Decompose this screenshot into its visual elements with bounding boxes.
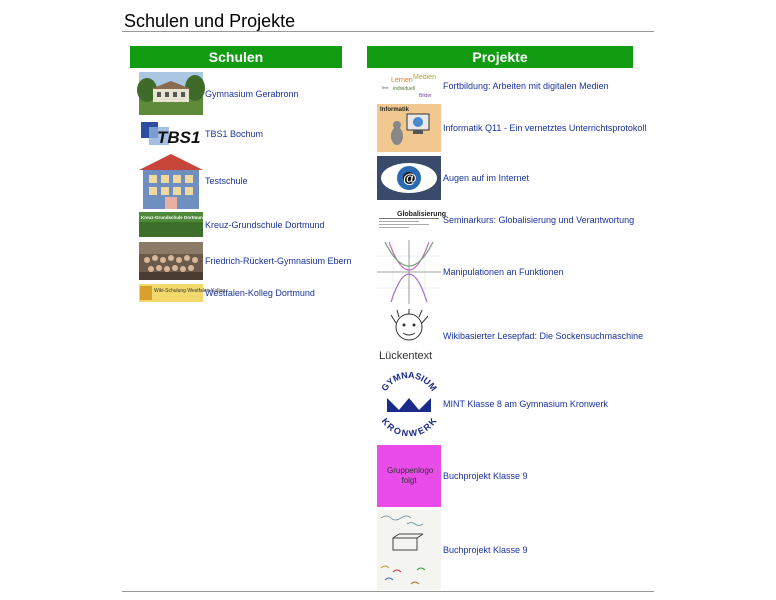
school-link[interactable]: Testschule xyxy=(205,176,248,186)
svg-text:@: @ xyxy=(403,170,417,186)
lueckentext-thumbnail xyxy=(377,309,441,363)
school-group-photo xyxy=(139,242,203,280)
list-item-project[interactable] xyxy=(377,156,529,200)
project-link[interactable]: Buchprojekt Klasse 9 xyxy=(443,545,528,555)
function-graph-icon xyxy=(377,240,441,304)
word-cloud-thumbnail xyxy=(377,72,441,100)
list-item-school[interactable] xyxy=(139,72,299,115)
informatik-thumbnail xyxy=(377,104,441,152)
informatik-thumb-text: Informatik xyxy=(380,107,410,113)
globalisierung-thumb-text: Globalisierung xyxy=(397,211,447,218)
list-item-school[interactable] xyxy=(139,121,263,147)
list-item-project[interactable] xyxy=(377,72,609,100)
kronwerk-logo-top-text: GYMNASIUM xyxy=(379,372,439,393)
word-cloud-word: Bilder xyxy=(419,93,432,99)
school-link[interactable]: TBS1 Bochum xyxy=(205,129,264,139)
project-link[interactable]: MINT Klasse 8 am Gymnasium Kronwerk xyxy=(443,399,608,409)
project-link[interactable]: Informatik Q11 - Ein vernetztes Unterrichtsprotokoll xyxy=(443,123,647,133)
word-cloud-word: Medien xyxy=(413,74,436,81)
school-link[interactable]: Westfalen-Kolleg Dortmund xyxy=(205,288,315,298)
project-link[interactable]: Fortbildung: Arbeiten mit digitalen Medien xyxy=(443,81,609,91)
list-item-project[interactable] xyxy=(377,309,643,363)
kreuz-grundschule-banner xyxy=(139,212,206,237)
title-divider xyxy=(122,31,654,32)
placeholder-text: Gruppenlogo folgt xyxy=(387,466,434,485)
list-item-school[interactable] xyxy=(139,212,325,237)
list-item-project[interactable] xyxy=(377,445,528,507)
bottom-divider xyxy=(122,591,654,592)
list-item-project[interactable] xyxy=(377,372,608,436)
tbs1-logo xyxy=(139,121,203,147)
list-item-project[interactable] xyxy=(377,510,528,590)
list-item-school[interactable] xyxy=(139,284,315,302)
list-item-project[interactable] xyxy=(377,104,646,152)
list-item-project[interactable] xyxy=(377,207,634,232)
gymnasium-kronwerk-logo xyxy=(377,372,441,436)
word-cloud-word: Text xyxy=(381,85,389,90)
page-title: Schulen und Projekte xyxy=(124,11,296,31)
school-building-icon xyxy=(139,153,203,209)
word-cloud-word: Lernen xyxy=(391,77,413,84)
project-link[interactable]: Augen auf im Internet xyxy=(443,173,530,183)
projekte-header: Projekte xyxy=(367,46,633,68)
eye-at-sign-icon xyxy=(377,156,441,200)
lueckentext-thumb-text: Lückentext xyxy=(379,350,433,362)
westfalen-kolleg-logo xyxy=(139,284,226,302)
schulen-header: Schulen xyxy=(130,46,342,68)
word-cloud-word: individuell xyxy=(393,86,415,92)
project-link[interactable]: Buchprojekt Klasse 9 xyxy=(443,471,528,481)
kreuz-banner-text: Kreuz-Grundschule Dortmund xyxy=(141,215,206,220)
list-item-project[interactable] xyxy=(377,240,564,304)
school-link[interactable]: Friedrich-Rückert-Gymnasium Ebern xyxy=(205,256,352,266)
tbs1-logo-text: TBS1 xyxy=(157,128,201,147)
project-link[interactable]: Manipulationen an Funktionen xyxy=(443,267,564,277)
list-item-school[interactable] xyxy=(139,242,352,280)
school-photo xyxy=(139,72,203,115)
westfalen-logo-text: Wiki-Schulung Westfalen-Kolleg xyxy=(154,288,226,294)
project-link[interactable]: Wikibasierter Lesepfad: Die Sockensuchmaschine xyxy=(443,331,644,341)
project-link[interactable]: Seminarkurs: Globalisierung und Verantwortung xyxy=(443,214,635,225)
list-item-school[interactable] xyxy=(139,153,248,209)
globalisierung-thumbnail xyxy=(377,207,447,232)
kronwerk-logo-bottom-text: KRONWERK xyxy=(379,416,439,436)
group-logo-placeholder xyxy=(377,445,441,507)
school-link[interactable]: Gymnasium Gerabronn xyxy=(205,88,299,99)
school-link[interactable]: Kreuz-Grundschule Dortmund xyxy=(205,219,325,230)
handwritten-notes-thumbnail xyxy=(377,510,441,590)
